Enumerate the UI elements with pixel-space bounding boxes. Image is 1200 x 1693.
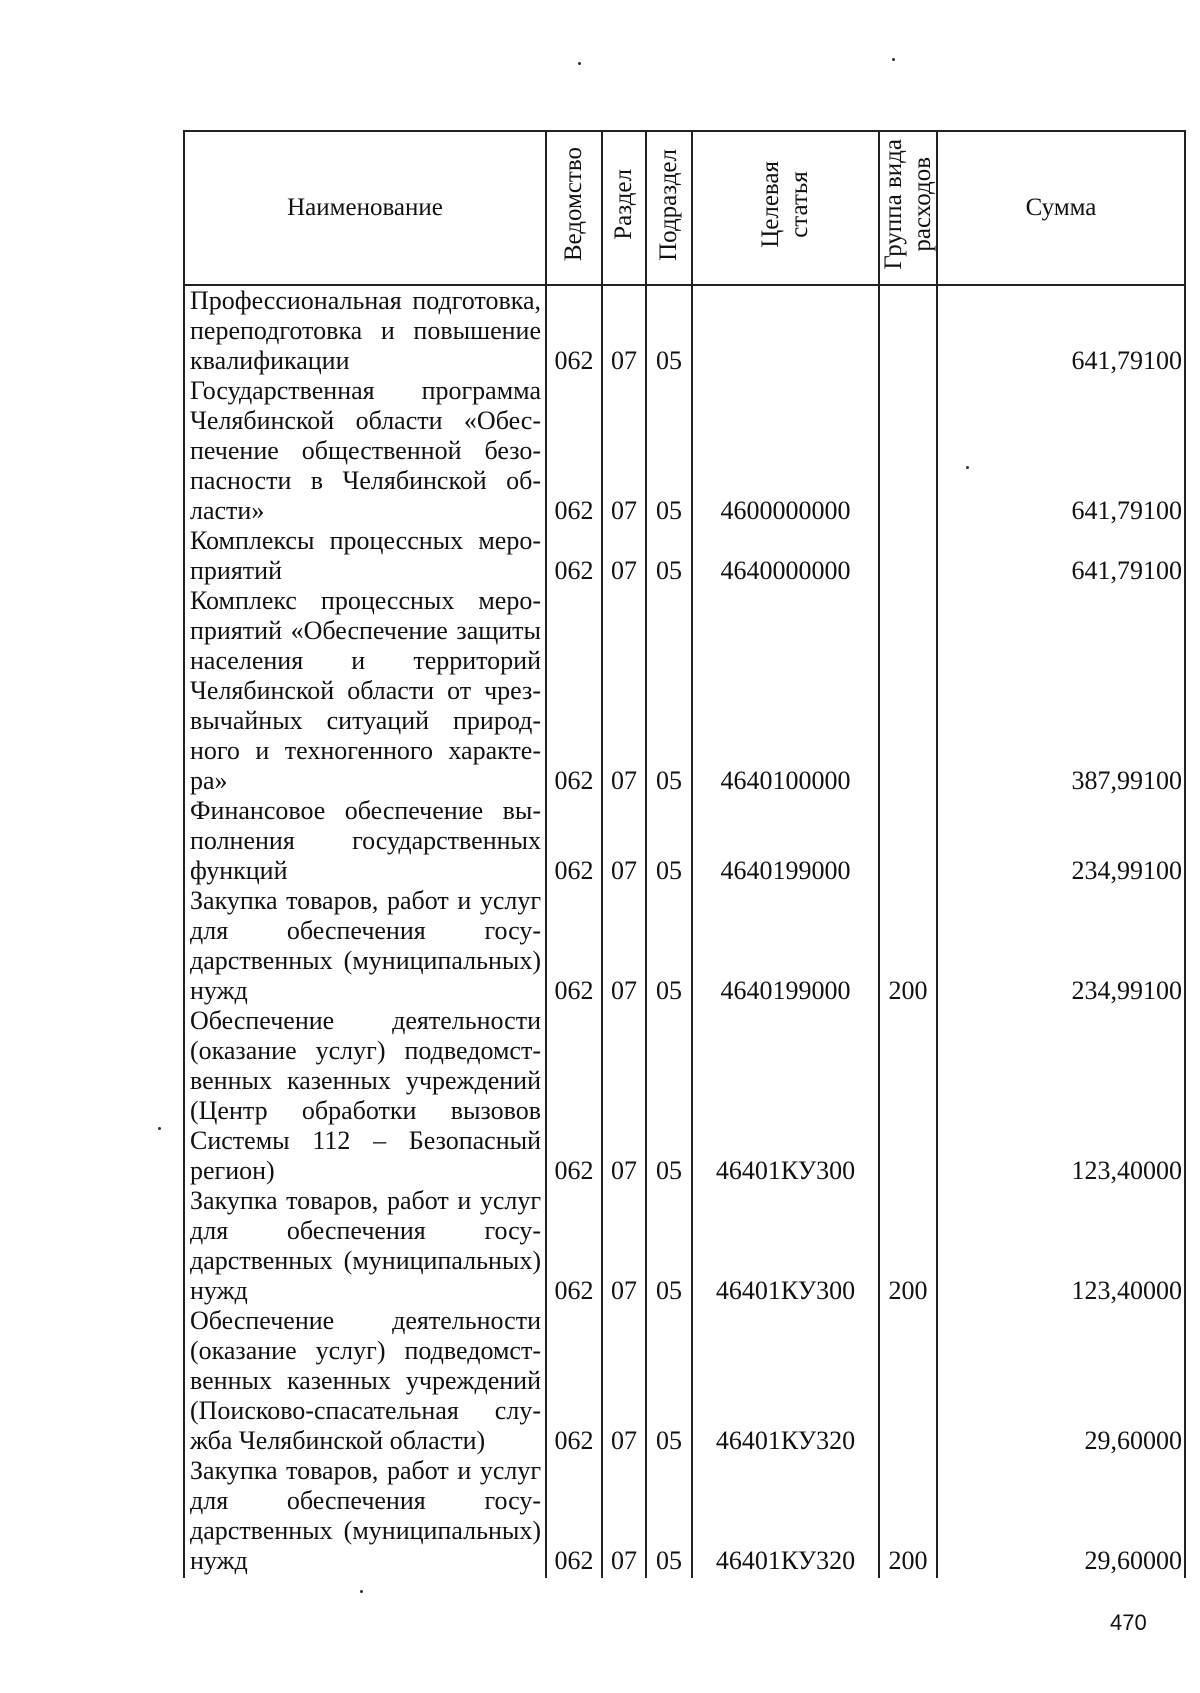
cell-podrazdel: 05 — [646, 376, 692, 526]
header-gruppa-label — [880, 139, 938, 270]
cell-sum: 123,40000 — [937, 1186, 1185, 1306]
cell-podrazdel: 05 — [646, 1006, 692, 1186]
cell-vedomstvo: 062 — [546, 526, 602, 586]
cell-target: 46401КУ320 — [692, 1456, 879, 1578]
cell-podrazdel: 05 — [646, 886, 692, 1006]
cell-name: Профессиональная подготовка, переподготовка и повышение квалификации — [184, 285, 546, 376]
cell-name: Закупка товаров, работ и услуг для обеспечения государственных (муниципальных) нужд — [184, 1186, 546, 1306]
cell-podrazdel: 05 — [646, 285, 692, 376]
header-summa — [937, 131, 1185, 285]
header-gruppa-line1: Группа вида — [880, 139, 907, 270]
header-gruppa-line2: расходов — [908, 157, 936, 252]
cell-target: 4600000000 — [692, 376, 879, 526]
cell-sum: 234,99100 — [937, 796, 1185, 886]
budget-table — [183, 130, 1186, 1578]
header-vedomstvo — [546, 131, 602, 285]
header-vedomstvo-label: Ведомство — [559, 147, 587, 262]
cell-target: 4640199000 — [692, 886, 879, 1006]
cell-name: Финансовое обеспечение выполнения государственных функций — [184, 796, 546, 886]
cell-vedomstvo: 062 — [546, 1456, 602, 1578]
cell-vedomstvo: 062 — [546, 586, 602, 796]
cell-name: Комплекс процессных мероприятий «Обеспечение защиты населения и территорий Челябинской области от чрезвычайных ситуаций природного и техногенного характера» — [184, 586, 546, 796]
scan-speck — [158, 1127, 161, 1130]
cell-target: 4640000000 — [692, 526, 879, 586]
scan-speck — [360, 1590, 363, 1593]
cell-name: Закупка товаров, работ и услуг для обеспечения государственных (муниципальных) нужд — [184, 886, 546, 1006]
cell-group — [879, 376, 937, 526]
table-row — [184, 1006, 1185, 1186]
table-row — [184, 796, 1185, 886]
cell-sum: 29,60000 — [937, 1456, 1185, 1578]
cell-group — [879, 285, 937, 376]
cell-razdel: 07 — [602, 1456, 646, 1578]
cell-podrazdel: 05 — [646, 1186, 692, 1306]
cell-name: Закупка товаров, работ и услуг для обеспечения государственных (муниципальных) нужд — [184, 1456, 546, 1578]
cell-vedomstvo: 062 — [546, 285, 602, 376]
cell-vedomstvo: 062 — [546, 1006, 602, 1186]
header-name — [184, 131, 546, 285]
cell-name: Обеспечение деятельности (оказание услуг) подведомственных казенных учреждений (Поисково-спасательная служба Челябинской области) — [184, 1306, 546, 1456]
cell-razdel: 07 — [602, 376, 646, 526]
cell-razdel: 07 — [602, 886, 646, 1006]
page-number: 470 — [1110, 1610, 1147, 1635]
header-celevaya-label — [757, 161, 815, 248]
table-row — [184, 526, 1185, 586]
scan-speck — [892, 58, 895, 61]
cell-target — [692, 285, 879, 376]
cell-sum: 234,99100 — [937, 886, 1185, 1006]
table-body — [184, 285, 1185, 1578]
cell-podrazdel: 05 — [646, 1456, 692, 1578]
cell-razdel: 07 — [602, 285, 646, 376]
table-row — [184, 376, 1185, 526]
cell-name: Государственная программа Челябинской области «Обеспечение общественной безопасности в Челябинской области» — [184, 376, 546, 526]
table-row — [184, 285, 1185, 376]
table-row — [184, 1186, 1185, 1306]
cell-razdel: 07 — [602, 586, 646, 796]
cell-podrazdel: 05 — [646, 796, 692, 886]
header-podrazdel-label: Подраздел — [654, 148, 682, 261]
cell-sum: 641,79100 — [937, 285, 1185, 376]
cell-podrazdel: 05 — [646, 526, 692, 586]
header-celevaya-line1: Целевая — [756, 161, 784, 248]
cell-sum: 29,60000 — [937, 1306, 1185, 1456]
header-name-label: Наименование — [287, 194, 443, 221]
cell-vedomstvo: 062 — [546, 1186, 602, 1306]
cell-target: 4640100000 — [692, 586, 879, 796]
cell-name: Комплексы процессных мероприятий — [184, 526, 546, 586]
cell-group — [879, 1306, 937, 1456]
cell-target: 46401КУ300 — [692, 1186, 879, 1306]
cell-sum: 387,99100 — [937, 586, 1185, 796]
cell-razdel: 07 — [602, 1306, 646, 1456]
table-row — [184, 1456, 1185, 1578]
cell-vedomstvo: 062 — [546, 1306, 602, 1456]
header-razdel — [602, 131, 646, 285]
cell-group — [879, 796, 937, 886]
cell-group — [879, 1006, 937, 1186]
cell-group — [879, 526, 937, 586]
table-row — [184, 886, 1185, 1006]
cell-razdel: 07 — [602, 1006, 646, 1186]
header-celevaya — [692, 131, 879, 285]
cell-name: Обеспечение деятельности (оказание услуг) подведомственных казенных учреждений (Центр обработки вызовов Системы 112 – Безопасный регион) — [184, 1006, 546, 1186]
cell-group: 200 — [879, 1186, 937, 1306]
header-razdel-label: Раздел — [609, 169, 637, 240]
cell-group — [879, 586, 937, 796]
cell-target: 4640199000 — [692, 796, 879, 886]
scan-speck — [578, 62, 581, 65]
header-summa-label: Сумма — [1025, 194, 1097, 221]
table-header-row — [184, 131, 1185, 285]
cell-target: 46401КУ300 — [692, 1006, 879, 1186]
cell-target: 46401КУ320 — [692, 1306, 879, 1456]
header-gruppa — [879, 131, 937, 285]
cell-sum: 641,79100 — [937, 526, 1185, 586]
cell-podrazdel: 05 — [646, 586, 692, 796]
cell-razdel: 07 — [602, 1186, 646, 1306]
cell-podrazdel: 05 — [646, 1306, 692, 1456]
cell-vedomstvo: 062 — [546, 376, 602, 526]
cell-sum: 123,40000 — [937, 1006, 1185, 1186]
cell-vedomstvo: 062 — [546, 796, 602, 886]
header-podrazdel — [646, 131, 692, 285]
cell-razdel: 07 — [602, 526, 646, 586]
header-celevaya-line2: статья — [785, 171, 813, 238]
table-row — [184, 1306, 1185, 1456]
table-row — [184, 586, 1185, 796]
cell-group: 200 — [879, 1456, 937, 1578]
cell-group: 200 — [879, 886, 937, 1006]
cell-sum: 641,79100 — [937, 376, 1185, 526]
cell-vedomstvo: 062 — [546, 886, 602, 1006]
cell-razdel: 07 — [602, 796, 646, 886]
